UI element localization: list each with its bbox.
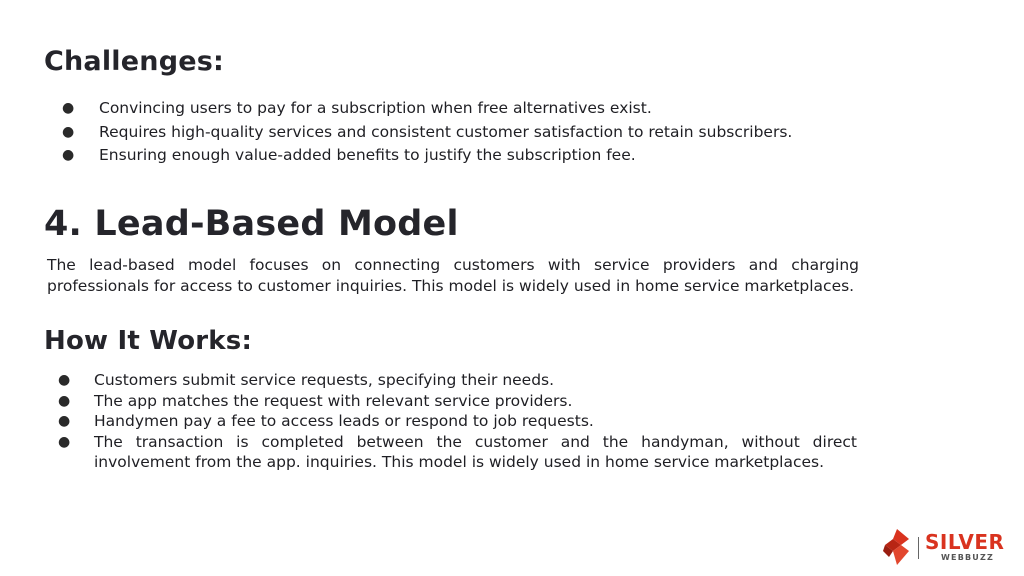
how-it-works-list	[58, 370, 857, 473]
how-it-works-heading: How It Works:	[44, 326, 253, 356]
bullet-icon: ●	[62, 100, 75, 116]
brand-logo	[881, 527, 1011, 567]
bullet-icon: ●	[58, 413, 71, 429]
bullet-icon: ●	[62, 147, 75, 163]
bullet-icon: ●	[58, 392, 71, 409]
logo-wordmark: SILVER	[925, 530, 1005, 554]
model-description: The lead-based model focuses on connecting customers with service providers and charging professionals for access to customer inquiries. This model is widely used in home service marketplaces.	[47, 256, 859, 295]
logo-mark-icon	[881, 527, 913, 567]
list-item-text: Requires high-quality services and consistent customer satisfaction to retain subscribers.	[99, 122, 793, 141]
list-item-text: The app matches the request with relevant service providers.	[94, 391, 573, 410]
logo-subtext: WEBBUZZ	[941, 553, 994, 562]
challenges-heading: Challenges:	[44, 46, 225, 77]
list-item-text: Ensuring enough value-added benefits to justify the subscription fee.	[99, 146, 636, 164]
bullet-icon: ●	[58, 372, 71, 388]
list-item-text: Customers submit service requests, specifying their needs.	[94, 371, 555, 389]
list-item	[62, 121, 835, 145]
list-item	[58, 370, 857, 391]
list-item	[62, 144, 835, 168]
list-item	[58, 432, 857, 473]
list-item	[58, 391, 857, 412]
bullet-icon: ●	[58, 433, 71, 450]
model-heading: 4. Lead-Based Model	[44, 204, 459, 244]
list-item-text: Handymen pay a fee to access leads or respond to job requests.	[94, 412, 594, 430]
challenges-list	[62, 97, 835, 168]
list-item-text: The transaction is completed between the customer and the handyman, without direct involvement from the app. inquiries. This model is widely used in home service marketplaces.	[94, 432, 857, 471]
list-item-text: Convincing users to pay for a subscription when free alternatives exist.	[99, 99, 652, 117]
bullet-icon: ●	[62, 123, 75, 140]
list-item	[58, 411, 857, 432]
logo-divider	[918, 537, 919, 559]
list-item	[62, 97, 835, 121]
